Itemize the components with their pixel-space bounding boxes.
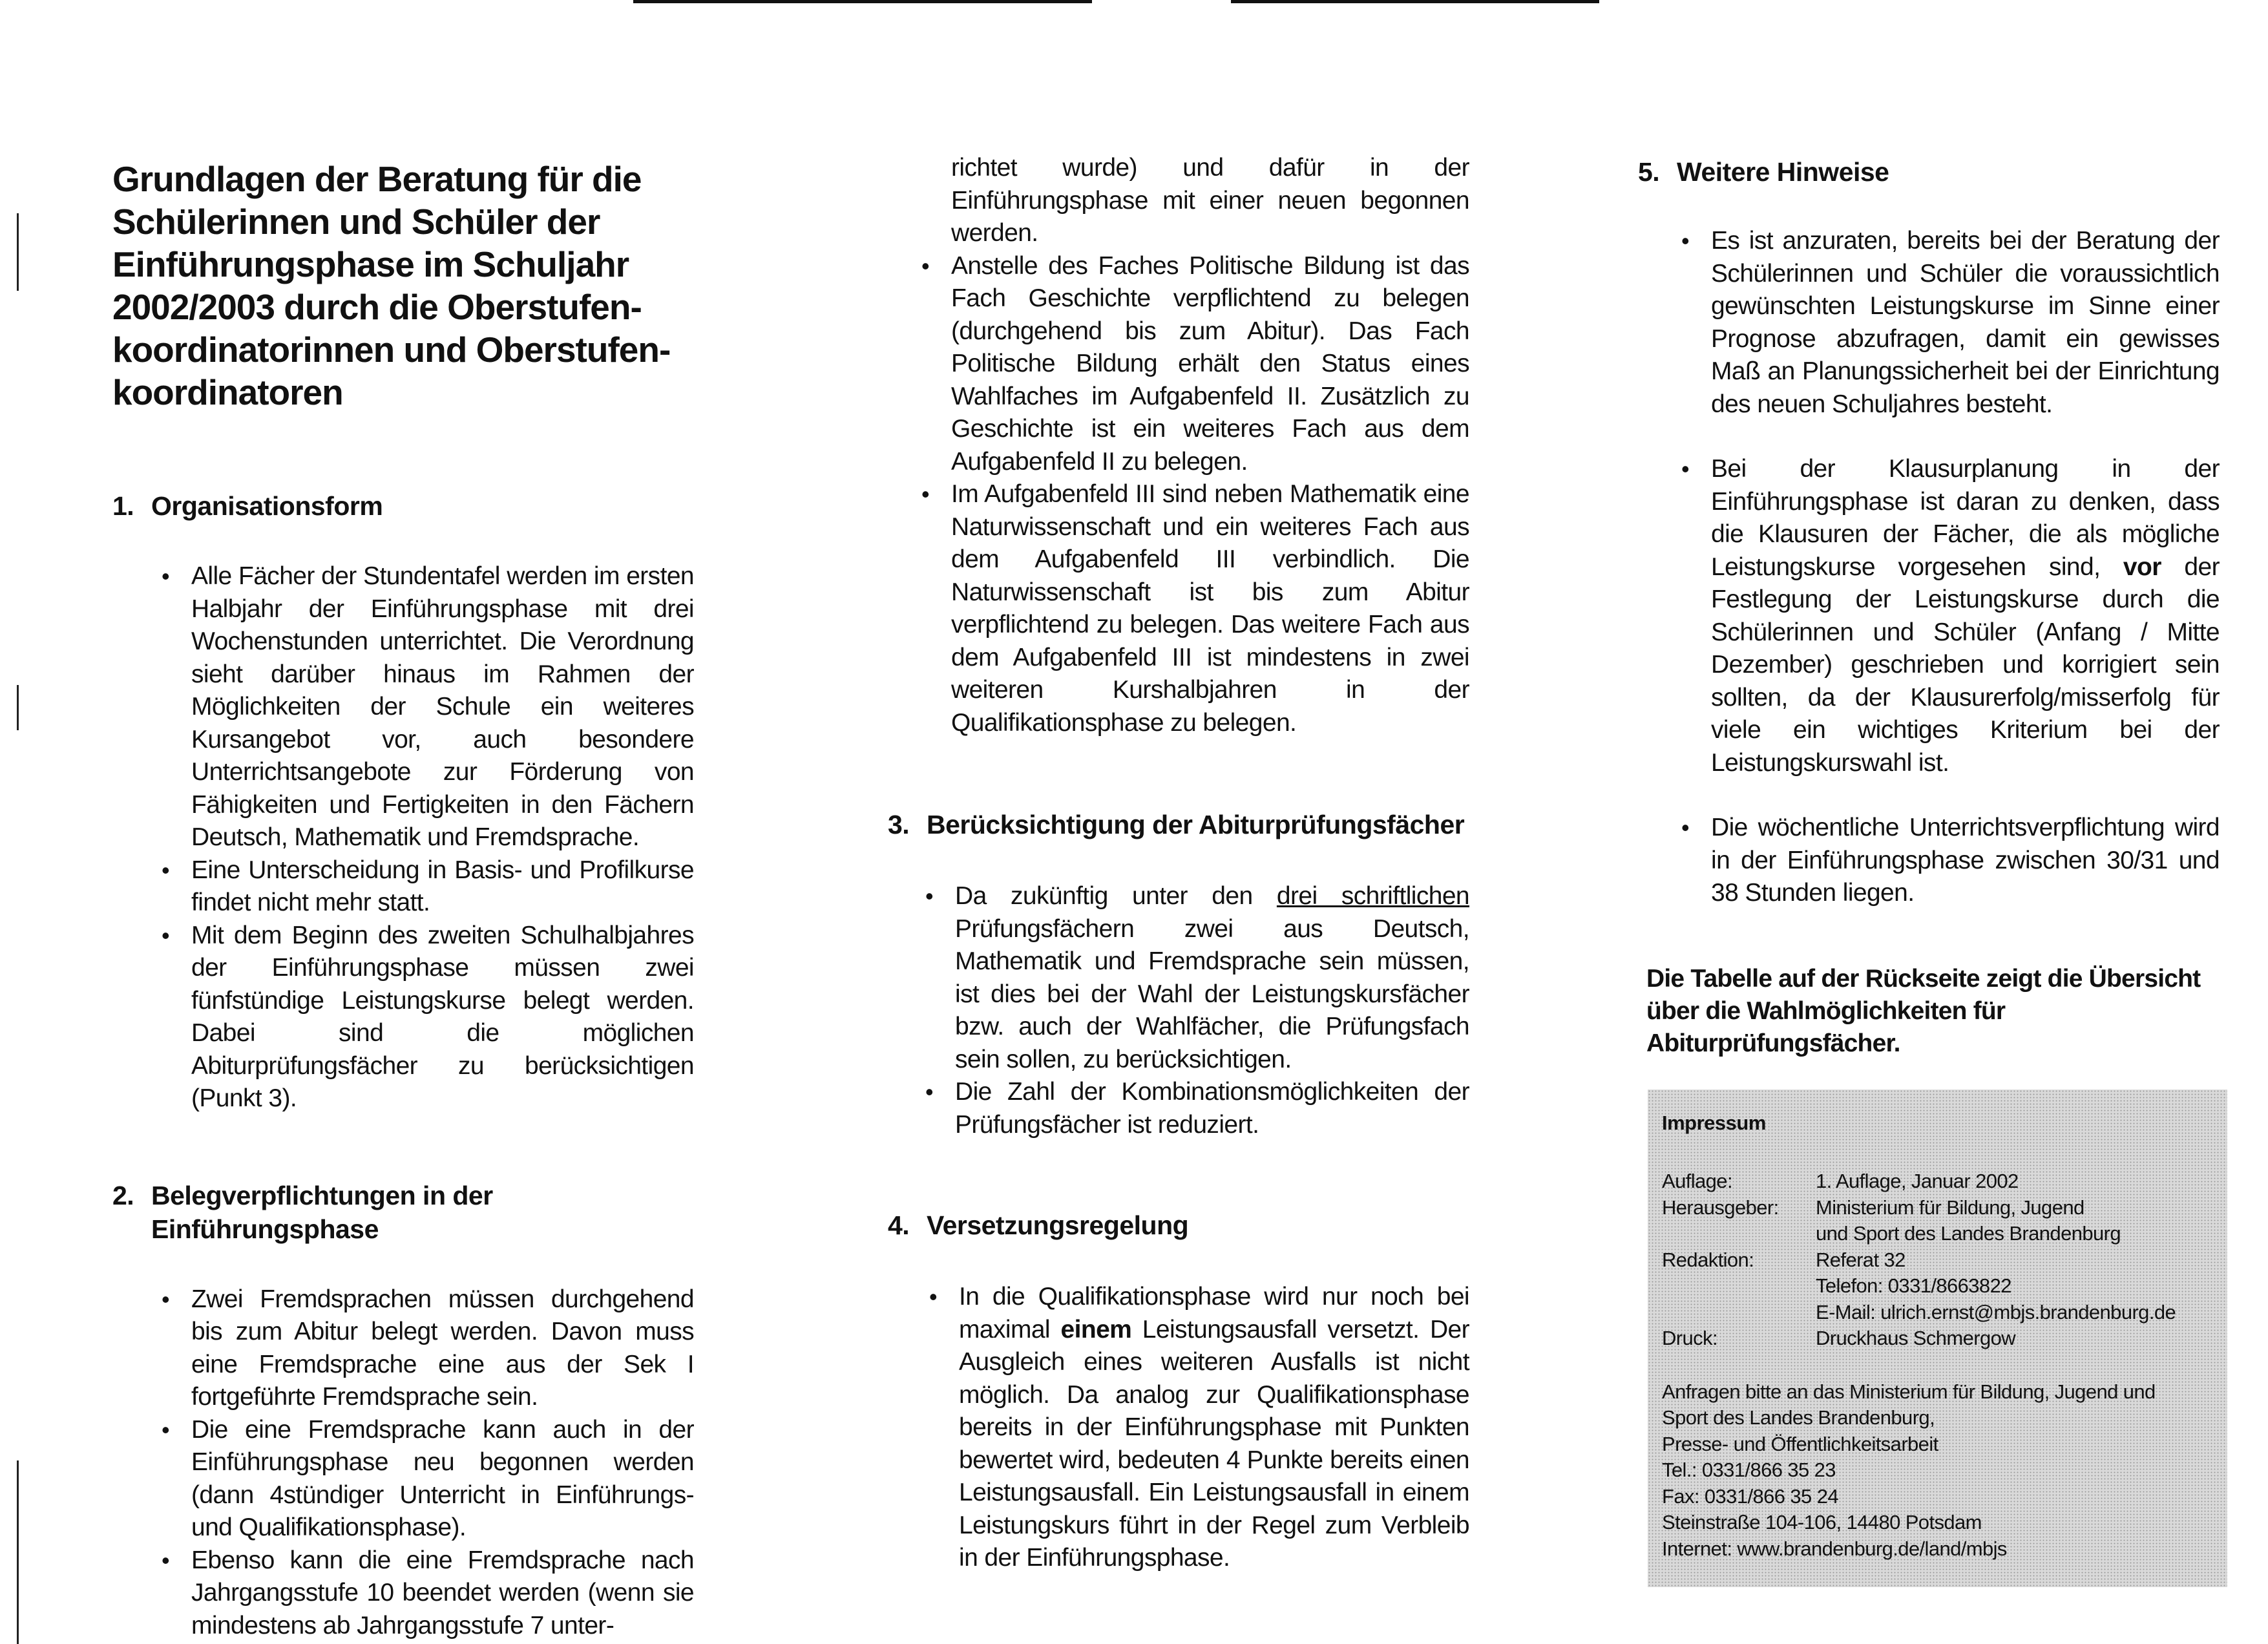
section-title: Weitere Hinweise	[1677, 157, 1889, 187]
impressum-row: Telefon: 0331/8663822	[1816, 1274, 2011, 1297]
bullet-icon: •	[929, 1283, 938, 1310]
bold-text: einem	[1060, 1315, 1132, 1344]
list-item: • Die Zahl der Kombinationsmöglichkeiten der Prüfungsfächer ist reduziert.	[955, 1076, 1469, 1141]
section-title: Belegverpflichtungen in der Einführungsphase	[151, 1180, 493, 1244]
section-5-heading	[1638, 155, 2220, 189]
bullet-icon: •	[921, 481, 930, 507]
section-3-list	[925, 880, 1469, 1141]
bullet-icon: •	[1681, 227, 1690, 254]
bullet-icon: •	[162, 563, 170, 589]
impressum-row: und Sport des Landes Brandenburg	[1816, 1222, 2121, 1245]
list-item: • Alle Fächer der Stundentafel werden im ersten Halbjahr der Einführungsphase mit drei Wochenstunden unterrichtet. Die Verordnung sieht darüber hinaus im Rahmen der Möglichkeiten der Schule ein weiteres Kursangebot vor, auch besondere Unterrichtsangebote zur Förderung von Fähigkeiten und Fertigkeiten in den Fächern Deutsch, Mathematik und Fremdsprache.	[191, 560, 694, 854]
section-4-list	[929, 1281, 1469, 1575]
section-3-heading	[888, 808, 1469, 841]
bullet-icon: •	[162, 922, 170, 949]
list-item: • Bei der Klausurplanung in der Einführungsphase ist daran zu denken, dass die Klausuren der Fächer, die als mögliche Leistungskurse vorgesehen sind, vor der Festlegung der Leistungskurse durch die Schülerinnen und Schüler (Anfang / Mitte Dezember) geschrieben und korrigiert sein sollten, da der Klausurerfolg/misserfolg für viele ein wichtiges Kriterium bei der Leistungskurswahl ist.	[1711, 453, 2220, 779]
impressum-row: Herausgeber: Ministerium für Bildung, Jugend	[1662, 1196, 2084, 1219]
impressum-row-email	[1662, 1300, 2213, 1326]
impressum-row: Redaktion: Referat 32	[1662, 1248, 1906, 1271]
section-number: 1.	[112, 491, 134, 521]
phone-text: Tel.: 0331/866 35 23	[1662, 1459, 1836, 1481]
list-item: • Mit dem Beginn des zweiten Schulhalbjahres der Einführungsphase müssen zwei fünfstündige Leistungskurse belegt werden. Dabei sind die möglichen Abiturprüfungsfächer zu berücksichtigen (Punkt 3).	[191, 920, 694, 1115]
backside-table-note: Die Tabelle auf der Rückseite zeigt die Übersicht über die Wahlmöglichkeiten für Abiturprüfungsfächer.	[1646, 965, 2201, 1057]
section-number: 4.	[888, 1210, 910, 1240]
section-4-heading	[888, 1208, 1469, 1242]
fax-text: Fax: 0331/866 35 24	[1662, 1484, 1838, 1508]
list-item: • Die wöchentliche Unterrichtsverpflichtung wird in der Einführungsphase zwischen 30/31 und 38 Stunden liegen.	[1711, 812, 2220, 910]
website-text: Internet: www.brandenburg.de/land/mbjs	[1662, 1537, 2007, 1560]
section-number: 2.	[112, 1180, 134, 1210]
column-3	[1638, 155, 2220, 910]
document-title: Grundlagen der Beratung für die Schülerinnen und Schüler der Einführungsphase im Schuljahr 2002/2003 durch die Oberstufenkoordinatorinnen und Oberstufenkoordinatoren	[112, 159, 671, 412]
bullet-icon: •	[925, 1079, 934, 1105]
bullet-icon: •	[1681, 456, 1690, 482]
left-edge-mark	[17, 685, 19, 730]
top-edge-line-left	[633, 0, 1092, 3]
list-item-continued: richtet wurde) und dafür in der Einführungsphase mit einer neuen begonnen werden.	[951, 154, 1469, 247]
column-2	[888, 152, 1469, 1575]
list-item: • In die Qualifikationsphase wird nur noch bei maximal einem Leistungsausfall versetzt. Der Ausgleich eines weiteren Ausfalls ist nicht möglich. Da analog zur Qualifikationsphase bereits in der Einführungsphase mit Punkten bewertet wird, bedeuten 4 Punkte bereits einen Leistungsausfall. Ein Leistungsausfall in einem Leistungskurs führt in der Regel zum Verbleib in der Einführungsphase.	[959, 1281, 1469, 1575]
bullet-icon: •	[162, 856, 170, 883]
section-5-list	[1681, 225, 2220, 910]
bullet-icon: •	[162, 1285, 170, 1312]
bullet-icon: •	[162, 1416, 170, 1443]
address-text: Steinstraße 104-106, 14480 Potsdam	[1662, 1511, 1982, 1533]
list-item: • Zwei Fremdsprachen müssen durchgehend bis zum Abitur belegt werden. Davon muss eine Fremdsprache eine aus der Sek I fortgeführte Fremdsprache sein.	[191, 1283, 694, 1414]
impressum-contact: Anfragen bitte an das Ministerium für Bildung, Jugend und Sport des Landes Brandenburg, Presse- und Öffentlichkeitsarbeit Tel.: 0331/866 35 23 Fax: 0331/866 35 24 Steinstraße 104-106, 14480 Potsdam Internet: www.brandenburg.de/land/mbjs	[1662, 1379, 2213, 1563]
section-title: Organisationsform	[151, 491, 383, 521]
bullet-icon: •	[162, 1546, 170, 1574]
section-2-heading	[112, 1179, 694, 1246]
impressum-row: Druck: Druckhaus Schmergow	[1662, 1327, 2016, 1349]
list-item: • Eine Unterscheidung in Basis- und Profilkurse findet nicht mehr statt.	[191, 854, 694, 920]
section-1-list	[162, 560, 694, 1115]
left-edge-mark	[17, 213, 19, 291]
list-item: • Die eine Fremdsprache kann auch in der Einführungsphase neu begonnen werden (dann 4stündiger Unterricht in Einführungs- und Qualifikationsphase).	[191, 1414, 694, 1544]
impressum-row: Auflage: 1. Auflage, Januar 2002	[1662, 1170, 2019, 1192]
section-number: 3.	[888, 810, 910, 839]
list-item: • Ebenso kann die eine Fremdsprache nach Jahrgangsstufe 10 beendet werden (wenn sie mindestens ab Jahrgangsstufe 7 unter-	[191, 1544, 694, 1643]
section-1-heading	[112, 489, 694, 523]
bold-text: vor	[2123, 553, 2161, 581]
section-2-list	[162, 1283, 694, 1643]
bullet-icon: •	[925, 883, 934, 909]
bullet-icon: •	[1681, 814, 1690, 841]
section-number: 5.	[1638, 157, 1660, 187]
impressum-box	[1648, 1090, 2227, 1587]
top-edge-line-right	[1231, 0, 1599, 3]
section-2-list-continued	[921, 152, 1469, 739]
left-edge-mark	[17, 1460, 19, 1644]
section-title: Berücksichtigung der Abiturprüfungsfächer	[927, 810, 1465, 839]
bullet-icon: •	[921, 252, 930, 279]
list-item: • Da zukünftig unter den drei schriftlichen Prüfungsfächern zwei aus Deutsch, Mathematik und Fremdsprache sein müssen, ist dies bei der Wahl der Leistungskursfächer bzw. auch der Wahlfächer, die Prüfungsfach sein sollen, zu berücksichtigen.	[955, 880, 1469, 1076]
column-1	[112, 489, 694, 1642]
impressum-rows	[1662, 1168, 2213, 1352]
impressum-title: Impressum	[1662, 1112, 1766, 1134]
section-title: Versetzungsregelung	[927, 1210, 1189, 1240]
email-text: E-Mail: ulrich.ernst@mbjs.brandenburg.de	[1816, 1300, 2176, 1323]
list-item: • Im Aufgabenfeld III sind neben Mathematik eine Naturwissenschaft und ein weiteres Fach aus dem Aufgabenfeld III verbindlich. Die Naturwissenschaft ist bis zum Abitur verpflichtend zu belegen. Das weitere Fach aus dem Aufgabenfeld III ist mindestens in zwei weiteren Kurshalbjahren in der Qualifikationsphase zu belegen.	[951, 478, 1469, 739]
list-item: • Es ist anzuraten, bereits bei der Beratung der Schülerinnen und Schüler die voraussichtlich gewünschten Leistungskurse im Sinne einer Prognose abzufragen, damit ein gewisses Maß an Planungssicherheit bei der Einrichtung des neuen Schuljahres besteht.	[1711, 225, 2220, 421]
underlined-text: drei schriftlichen	[1276, 882, 1469, 910]
list-item: • Anstelle des Faches Politische Bildung ist das Fach Geschichte verpflichtend zu belegen (durchgehend bis zum Abitur). Das Fach Politische Bildung erhält den Status eines Wahlfaches im Aufgabenfeld II. Zusätzlich zu Geschichte ist ein weiteres Fach aus dem Aufgabenfeld II zu belegen.	[951, 250, 1469, 479]
